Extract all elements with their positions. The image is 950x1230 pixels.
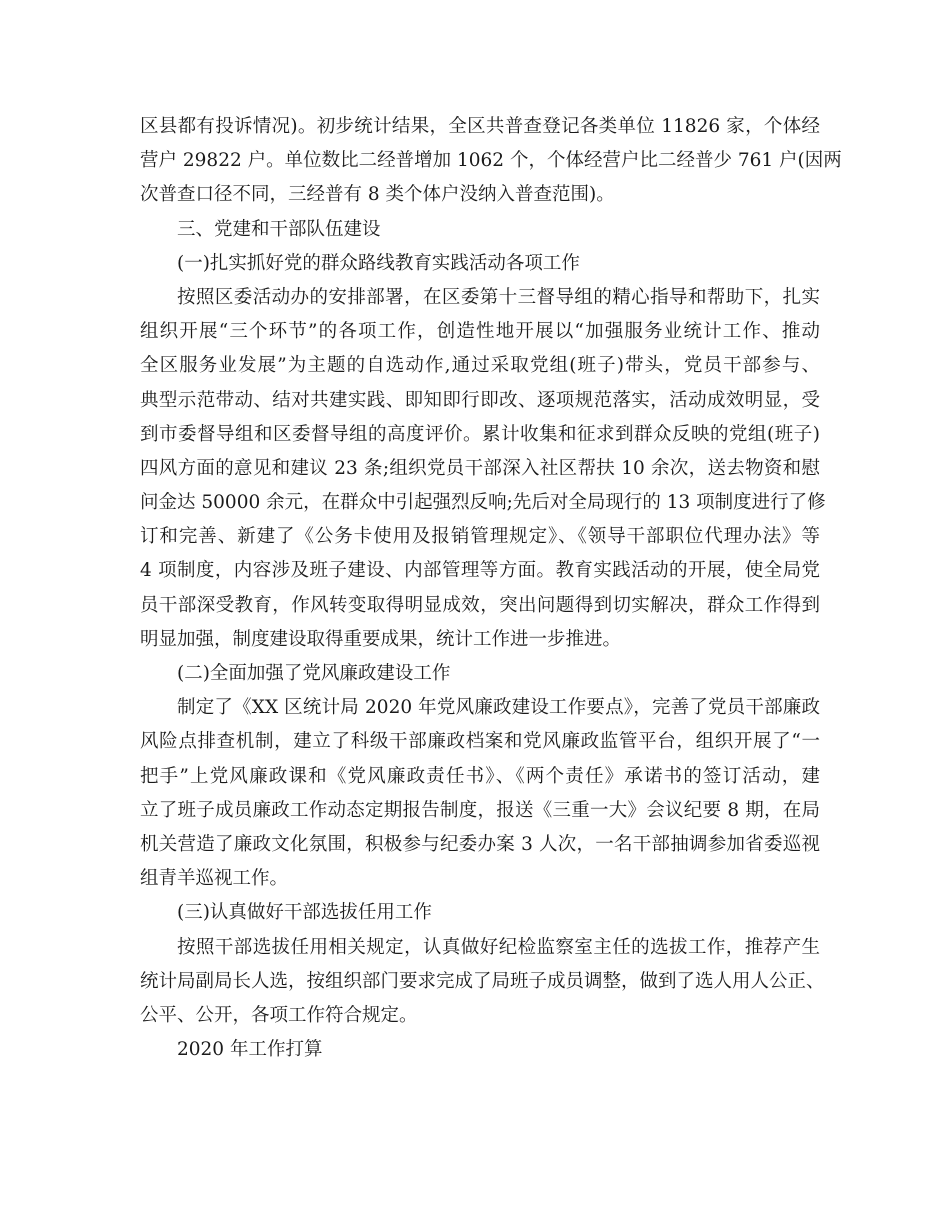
text-line: 统计局副局长人选，按组织部门要求完成了局班子成员调整，做到了选人用人公正、 <box>140 970 825 992</box>
text-line: 风险点排查机制，建立了科级干部廉政档案和党风廉政监管平台，组织开展了“一 <box>140 731 820 753</box>
text-line: (二)全面加强了党风廉政建设工作 <box>177 663 451 684</box>
text-line: 公平、公开，各项工作符合规定。 <box>140 1004 418 1026</box>
text-line: 四风方面的意见和建议 23 条;组织党员干部深入社区帮扶 10 余次，送去物资和慰 <box>140 457 820 479</box>
text-line: 立了班子成员廉政工作动态定期报告制度，报送《三重一大》会议纪要 8 期，在局 <box>140 799 820 821</box>
text-line: 订和完善、新建了《公务卡使用及报销管理规定》、《领导干部职位代理办法》等 <box>140 526 820 548</box>
text-line: 把手”上党风廉政课和《党风廉政责任书》、《两个责任》承诺书的签订活动，建 <box>140 765 820 787</box>
text-line: 典型示范带动、结对共建实践、即知即行即改、逐项规范落实，活动成效明显，受 <box>140 389 820 411</box>
text-line: 机关营造了廉政文化氛围，积极参与纪委办案 3 人次，一名干部抽调参加省委巡视 <box>140 833 820 855</box>
text-line: 4 项制度，内容涉及班子建设、内部管理等方面。教育实践活动的开展，使全局党 <box>140 560 820 582</box>
text-line: 明显加强，制度建设取得重要成果，统计工作进一步推进。 <box>140 628 622 650</box>
text-line: 制定了《XX 区统计局 2020 年党风廉政建设工作要点》，完善了党员干部廉政 <box>177 697 820 719</box>
text-line: 员干部深受教育，作风转变取得明显成效，突出问题得到切实解决，群众工作得到 <box>140 594 820 616</box>
text-line: 按照干部选拔任用相关规定，认真做好纪检监察室主任的选拔工作，推荐产生 <box>177 936 820 958</box>
text-line: 三、党建和干部队伍建设 <box>177 218 381 240</box>
document-body <box>140 110 842 1067</box>
text-line: 全区服务业发展”为主题的自选动作,通过采取党组(班子)带头，党员干部参与、 <box>140 355 820 377</box>
text-line: 组织开展“三个环节”的各项工作，创造性地开展以“加强服务业统计工作、推动 <box>140 321 820 343</box>
text-line: 营户 29822 户。单位数比二经普增加 1062 个，个体经营户比二经普少 761 户(因两 <box>140 150 842 172</box>
text-line: 2020 年工作打算 <box>177 1039 323 1061</box>
text-line: (一)扎实抓好党的群众路线教育实践活动各项工作 <box>177 252 580 274</box>
text-line: 到市委督导组和区委督导组的高度评价。累计收集和征求到群众反映的党组(班子) <box>140 423 820 445</box>
text-line: 问金达 50000 余元，在群众中引起强烈反响;先后对全局现行的 13 项制度进行了修 <box>140 492 826 514</box>
text-line: 组青羊巡视工作。 <box>140 868 289 890</box>
text-line: 次普查口径不同，三经普有 8 类个体户没纳入普查范围)。 <box>140 184 615 206</box>
text-line: 区县都有投诉情况)。初步统计结果，全区共普查登记各类单位 11826 家，个体经 <box>140 116 820 137</box>
text-line: (三)认真做好干部选拔任用工作 <box>177 902 432 924</box>
text-line: 按照区委活动办的安排部署，在区委第十三督导组的精心指导和帮助下，扎实 <box>177 286 820 308</box>
